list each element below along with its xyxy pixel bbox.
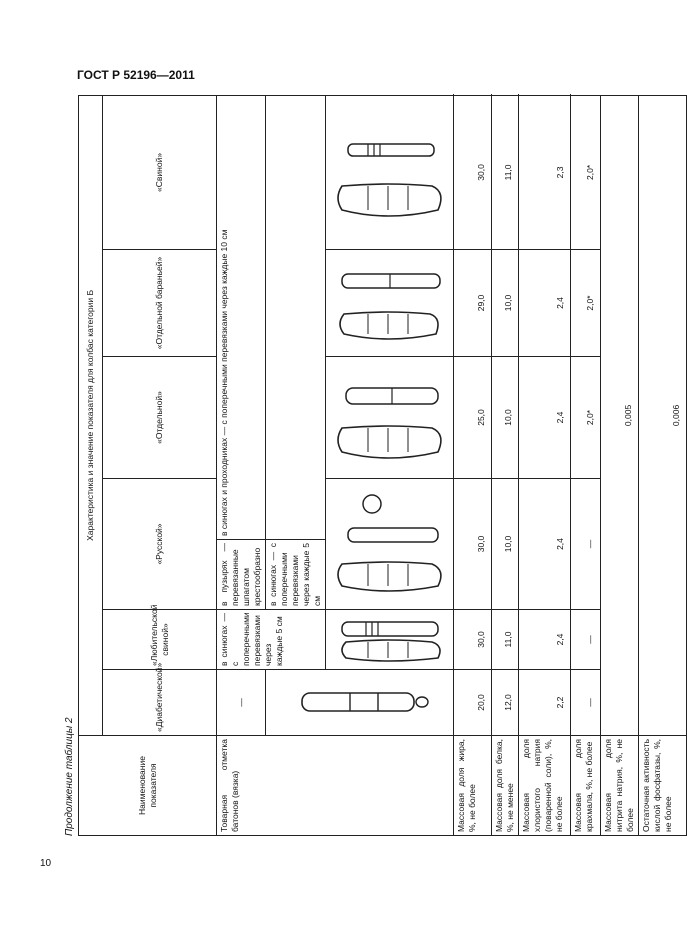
- product-header: «Свиной»: [103, 95, 217, 249]
- product-header: «Любительской свиной»: [103, 610, 217, 670]
- product-header: «Отдельной»: [103, 357, 217, 479]
- value-cell: —: [571, 610, 601, 670]
- marking-text-russkaya-1: в пузырях — перевязанные шпагатом крестообразно: [217, 540, 266, 610]
- page-number: 10: [40, 858, 52, 869]
- value-cell: 2,4: [519, 250, 571, 357]
- value-cell: 30,0: [454, 610, 492, 670]
- value-cell: 0,006: [639, 95, 687, 735]
- value-cell: 10,0: [492, 357, 519, 479]
- value-cell: 2,0*: [571, 95, 601, 249]
- row-name-protein: Массовая доля белка, %, не менее: [492, 736, 519, 836]
- value-cell: 11,0: [492, 95, 519, 249]
- product-header: «Отдельной бараньей»: [103, 250, 217, 357]
- value-cell: 2,3: [519, 95, 571, 249]
- value-cell: 0,005: [601, 95, 639, 735]
- sausage-icon: [328, 112, 452, 232]
- row-name-salt: Массовая доля хлористого натрия (поваренной соли), %, не более: [519, 736, 571, 836]
- value-cell: —: [571, 479, 601, 610]
- sausage-icon: [328, 246, 452, 356]
- value-cell: 2,0*: [571, 250, 601, 357]
- product-indicator-table: [78, 95, 687, 836]
- sausage-diagram-otdelnaya: [326, 357, 454, 479]
- value-cell: 20,0: [454, 670, 492, 736]
- row-name-starch: Массовая доля крахмала, %, не более: [571, 736, 601, 836]
- row-name-phosphatase: Остаточная активность кислой фосфатазы, %, не более: [639, 736, 687, 836]
- value-cell: 10,0: [492, 250, 519, 357]
- sausage-icon: [328, 363, 452, 473]
- marking-text-others: в синюгах и проходниках — с поперечными перевязками через каждые 10 см: [217, 95, 266, 539]
- sausage-diagram-svinaya: [326, 95, 454, 249]
- marking-text-diabetic: —: [217, 670, 266, 736]
- value-cell: 2,4: [519, 479, 571, 610]
- product-header: «Диабетической»: [103, 670, 217, 736]
- value-cell: 12,0: [492, 670, 519, 736]
- sausage-icon: [328, 484, 452, 604]
- sausage-icon: [328, 611, 452, 669]
- marking-text-russkaya-2: в синюгах — с поперечными перевязками через каждые 5 см: [266, 540, 326, 610]
- indicator-header: Наименование показателя: [79, 736, 217, 836]
- value-cell: 2,4: [519, 357, 571, 479]
- marking-spacer: [266, 95, 326, 539]
- table-continuation-label: Продолжение таблицы 2: [64, 717, 75, 836]
- row-name-fat: Массовая доля жира, %, не более: [454, 736, 492, 836]
- value-cell: 2,4: [519, 610, 571, 670]
- sausage-diagram-otdelnaya-baranya: [326, 250, 454, 357]
- sausage-icon: [290, 678, 430, 728]
- sausage-diagram-lyubitelskaya: [326, 610, 454, 670]
- category-b-header: Характеристика и значение показателя для колбас категории Б: [79, 95, 103, 735]
- value-cell: —: [571, 670, 601, 736]
- value-cell: 11,0: [492, 610, 519, 670]
- marking-text-lyubitelskaya: в синюгах — с поперечными перевязками через каждые 5 см: [217, 610, 326, 670]
- product-header: «Русской»: [103, 479, 217, 610]
- value-cell: 30,0: [454, 479, 492, 610]
- value-cell: 10,0: [492, 479, 519, 610]
- value-cell: 25,0: [454, 357, 492, 479]
- value-cell: 2,2: [519, 670, 571, 736]
- row-name-nitrite: Массовая доля нитрита натрия, %, не более: [601, 736, 639, 836]
- sausage-diagram-diabetic: [266, 670, 454, 736]
- sausage-diagram-russkaya: [326, 479, 454, 610]
- document-header: ГОСТ Р 52196—2011: [77, 68, 195, 82]
- value-cell: 30,0: [454, 95, 492, 249]
- row-name-marking: Товарная отметка батонов (вязка): [217, 736, 454, 836]
- value-cell: 29,0: [454, 250, 492, 357]
- value-cell: 2,0*: [571, 357, 601, 479]
- rotated-table-block: [62, 96, 681, 836]
